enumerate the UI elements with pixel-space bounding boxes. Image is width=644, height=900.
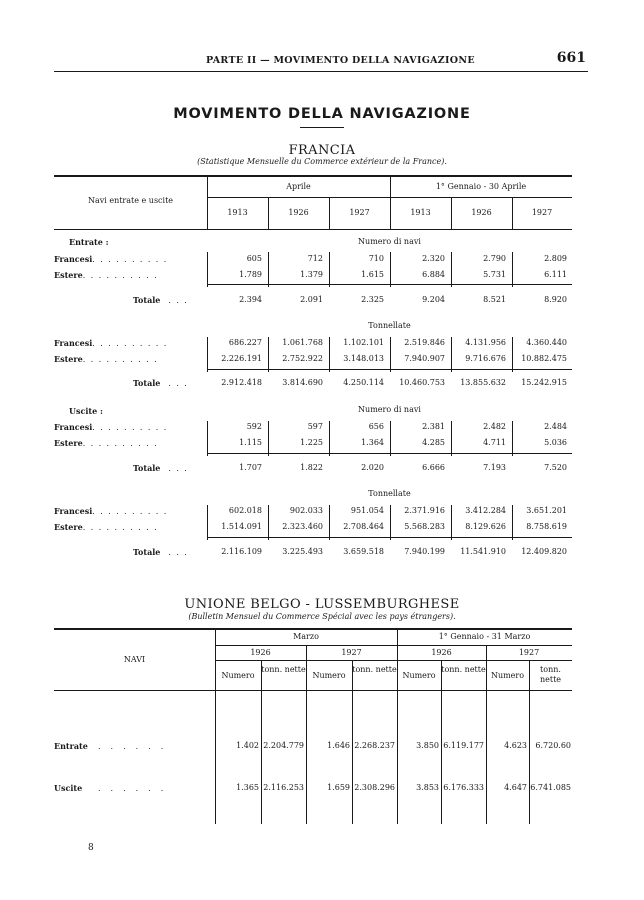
group-header-jan-mar: 1° Gennaio - 31 Marzo [438, 632, 531, 641]
belgio-subtitle: (Bulletin Mensuel du Commerce Spécial avec les pays étrangers). [188, 612, 456, 621]
stub-header: NAVI [123, 655, 146, 664]
group-header-jan-apr: 1° Gennaio - 30 Aprile [435, 182, 527, 191]
leader-dots: ... [168, 296, 193, 305]
table-cell: 6.884 [422, 270, 445, 279]
year-header: 1913 [410, 208, 431, 217]
table-cell: 2.116.253 [263, 783, 304, 792]
row-label [54, 522, 162, 533]
table-cell: 2.308.296 [354, 783, 395, 792]
table-rule [54, 628, 572, 630]
table-cell: 2.484 [544, 422, 567, 431]
table-cell: 12.409.820 [521, 547, 567, 556]
table-cell: 4.647 [504, 783, 527, 792]
table-cell: 1.615 [361, 270, 384, 279]
table-cell: 8.758.619 [526, 522, 567, 531]
col-header-tonn: tonn. nette [441, 665, 486, 674]
row-label-text: Entrate [54, 741, 88, 751]
col-header-tonn: tonn. nette [352, 665, 397, 674]
table-cell: 6.741.085 [530, 783, 571, 792]
leader-dots: ...... [98, 784, 174, 793]
table-cell: 1.365 [236, 783, 259, 792]
entrate-label: Entrate : [69, 237, 109, 247]
table-cell: 2.371.916 [404, 506, 445, 515]
main-title: MOVIMENTO DELLA NAVIGAZIONE [173, 106, 471, 122]
table-cell: 11.541.910 [460, 547, 506, 556]
table-cell: 2.752.922 [282, 354, 323, 363]
row-label-text: Francesi [54, 506, 93, 516]
table-cell: 6.666 [422, 463, 445, 472]
table-cell: 1.061.768 [282, 338, 323, 347]
col-header-tonn: tonn. nette [261, 665, 306, 674]
table-cell: 1.514.091 [221, 522, 262, 531]
table-cell: 3.659.518 [343, 547, 384, 556]
year-header: 1926 [471, 208, 492, 217]
france-title: FRANCIA [288, 143, 356, 158]
table-cell: 9.716.676 [465, 354, 506, 363]
table-cell: 8.129.626 [465, 522, 506, 531]
row-label [54, 270, 162, 281]
table-cell: 15.242.915 [521, 378, 567, 387]
row-label [54, 506, 172, 517]
table-rule [54, 175, 572, 177]
group-header-march: Marzo [293, 632, 319, 641]
table-cell: 2.320 [422, 254, 445, 263]
table-cell: 3.225.493 [282, 547, 323, 556]
row-label [133, 378, 192, 389]
table-cell: 6.119.177 [443, 741, 484, 750]
table-cell: 2.325 [361, 295, 384, 304]
table-cell: 2.790 [483, 254, 506, 263]
table-cell: 6.720.60 [535, 741, 571, 750]
table-cell: 6.176.333 [443, 783, 484, 792]
france-subtitle: (Statistique Mensuelle du Commerce extérieur de la France). [197, 157, 447, 166]
table-cell: 8.521 [483, 295, 506, 304]
unit-caption: Tonnellate [368, 489, 411, 498]
leader-dots: .......... [82, 355, 163, 364]
table-cell: 1.822 [300, 463, 323, 472]
table-cell: 7.940.199 [404, 547, 445, 556]
table-cell: 7.193 [483, 463, 506, 472]
page-number: 661 [556, 50, 586, 66]
table-cell: 1.379 [300, 270, 323, 279]
table-cell: 710 [368, 254, 384, 263]
table-cell: 597 [307, 422, 323, 431]
running-header [54, 48, 588, 72]
table-cell: 1.707 [239, 463, 262, 472]
table-cell: 656 [368, 422, 384, 431]
table-cell: 2.268.237 [354, 741, 395, 750]
table-cell: 3.412.284 [465, 506, 506, 515]
col-header-numero: Numero [490, 671, 525, 680]
table-cell: 1.115 [239, 438, 262, 447]
table-cell: 8.920 [544, 295, 567, 304]
unit-caption: Numero di navi [358, 237, 421, 246]
row-label-text: Francesi [54, 422, 93, 432]
table-rule [54, 690, 572, 691]
table-cell: 4.285 [422, 438, 445, 447]
table-rule [215, 660, 572, 661]
table-cell: 1.225 [300, 438, 323, 447]
leader-dots: .......... [92, 507, 172, 516]
table-cell: 13.855.632 [460, 378, 506, 387]
table-cell: 9.204 [422, 295, 445, 304]
table-cell: 2.204.779 [263, 741, 304, 750]
table-cell: 602.018 [228, 506, 262, 515]
row-label-text: Uscite [54, 783, 83, 793]
leader-dots: ... [168, 548, 193, 557]
table-cell: 10.882.475 [521, 354, 567, 363]
table-cell: 5.731 [483, 270, 506, 279]
table-cell: 2.482 [483, 422, 506, 431]
group-header-april: Aprile [286, 182, 311, 191]
year-header: 1926 [250, 648, 271, 657]
table-cell: 1.659 [327, 783, 350, 792]
table-cell: 1.789 [239, 270, 262, 279]
table-cell: 2.091 [300, 295, 323, 304]
table-cell: 2.323.460 [282, 522, 323, 531]
year-header: 1927 [518, 648, 540, 657]
leader-dots: ...... [98, 742, 174, 751]
table-cell: 712 [307, 254, 323, 263]
row-label [54, 438, 162, 449]
table-cell: 2.394 [239, 295, 262, 304]
row-label-text: Estere [54, 438, 83, 448]
row-label-text: Francesi [54, 338, 93, 348]
row-label [54, 422, 172, 433]
year-header: 1927 [531, 208, 553, 217]
year-header: 1926 [431, 648, 452, 657]
unit-caption: Numero di navi [358, 405, 421, 414]
leader-dots: .......... [82, 271, 163, 280]
year-header: 1913 [227, 208, 248, 217]
table-cell: 3.651.201 [526, 506, 567, 515]
unit-caption: Tonnellate [368, 321, 411, 330]
table-cell: 7.940.907 [404, 354, 445, 363]
row-label [54, 338, 172, 349]
signature-mark: 8 [88, 843, 94, 853]
running-title: PARTE II — MOVIMENTO DELLA NAVIGAZIONE [206, 55, 475, 66]
leader-dots: .......... [92, 423, 172, 432]
table-cell: 4.623 [504, 741, 527, 750]
year-header: 1927 [341, 648, 362, 657]
leader-dots: .......... [92, 339, 172, 348]
table-cell: 1.102.101 [343, 338, 384, 347]
col-header-numero: Numero [221, 671, 255, 680]
row-label [54, 354, 162, 365]
table-cell: 6.111 [544, 270, 567, 279]
table-cell: 2.226.191 [221, 354, 262, 363]
row-label [133, 547, 192, 558]
col-header-numero: Numero [312, 671, 346, 680]
col-header-numero: Numero [402, 671, 436, 680]
table-cell: 5.036 [544, 438, 567, 447]
year-header: 1926 [288, 208, 309, 217]
row-label-text: Totale [133, 547, 161, 557]
stub-header: Navi entrate e uscite [87, 196, 174, 205]
leader-dots: .......... [82, 439, 163, 448]
row-label-text: Totale [133, 295, 161, 305]
table-cell: 2.381 [422, 422, 445, 431]
belgio-title: UNIONE BELGO - LUSSEMBURGHESE [184, 597, 460, 612]
table-cell: 686.227 [228, 338, 262, 347]
table-cell: 4.711 [483, 438, 506, 447]
table-cell: 3.148.013 [343, 354, 384, 363]
table-cell: 7.520 [544, 463, 567, 472]
table-cell: 2.912.418 [221, 378, 262, 387]
table-cell: 3.814.690 [282, 378, 323, 387]
row-label-text: Totale [133, 463, 161, 473]
table-cell: 4.360.440 [526, 338, 567, 347]
year-header: 1927 [349, 208, 370, 217]
row-label [133, 463, 192, 474]
row-label-text: Totale [133, 378, 161, 388]
table-cell: 2.708.464 [343, 522, 384, 531]
table-cell: 10.460.753 [399, 378, 445, 387]
table-cell: 5.568.283 [404, 522, 445, 531]
row-label [133, 295, 192, 306]
table-cell: 2.116.109 [221, 547, 262, 556]
table-cell: 592 [246, 422, 262, 431]
row-label [54, 254, 172, 265]
row-label-text: Estere [54, 270, 83, 280]
leader-dots: ... [168, 379, 193, 388]
table-cell: 1.646 [327, 741, 350, 750]
table-cell: 1.364 [361, 438, 384, 447]
table-rule [215, 645, 572, 646]
table-cell: 4.250.114 [343, 378, 384, 387]
table-cell: 951.054 [350, 506, 384, 515]
table-cell: 2.020 [361, 463, 384, 472]
row-label-text: Francesi [54, 254, 93, 264]
title-rule [300, 127, 344, 128]
table-cell: 3.850 [416, 741, 439, 750]
row-label [54, 741, 173, 752]
table-rule [54, 229, 572, 230]
leader-dots: .......... [82, 523, 163, 532]
col-header-tonn: tonn. nette [539, 665, 562, 684]
row-label-text: Estere [54, 522, 83, 532]
table-cell: 3.853 [416, 783, 439, 792]
table-cell: 1.402 [236, 741, 259, 750]
table-cell: 2.809 [544, 254, 567, 263]
uscite-label: Uscite : [69, 406, 103, 416]
row-label-text: Estere [54, 354, 83, 364]
table-cell: 605 [246, 254, 262, 263]
table-cell: 4.131.956 [465, 338, 506, 347]
leader-dots: .......... [92, 255, 172, 264]
table-cell: 902.033 [289, 506, 323, 515]
leader-dots: ... [168, 464, 193, 473]
row-label [54, 783, 173, 794]
table-cell: 2.519.846 [404, 338, 445, 347]
